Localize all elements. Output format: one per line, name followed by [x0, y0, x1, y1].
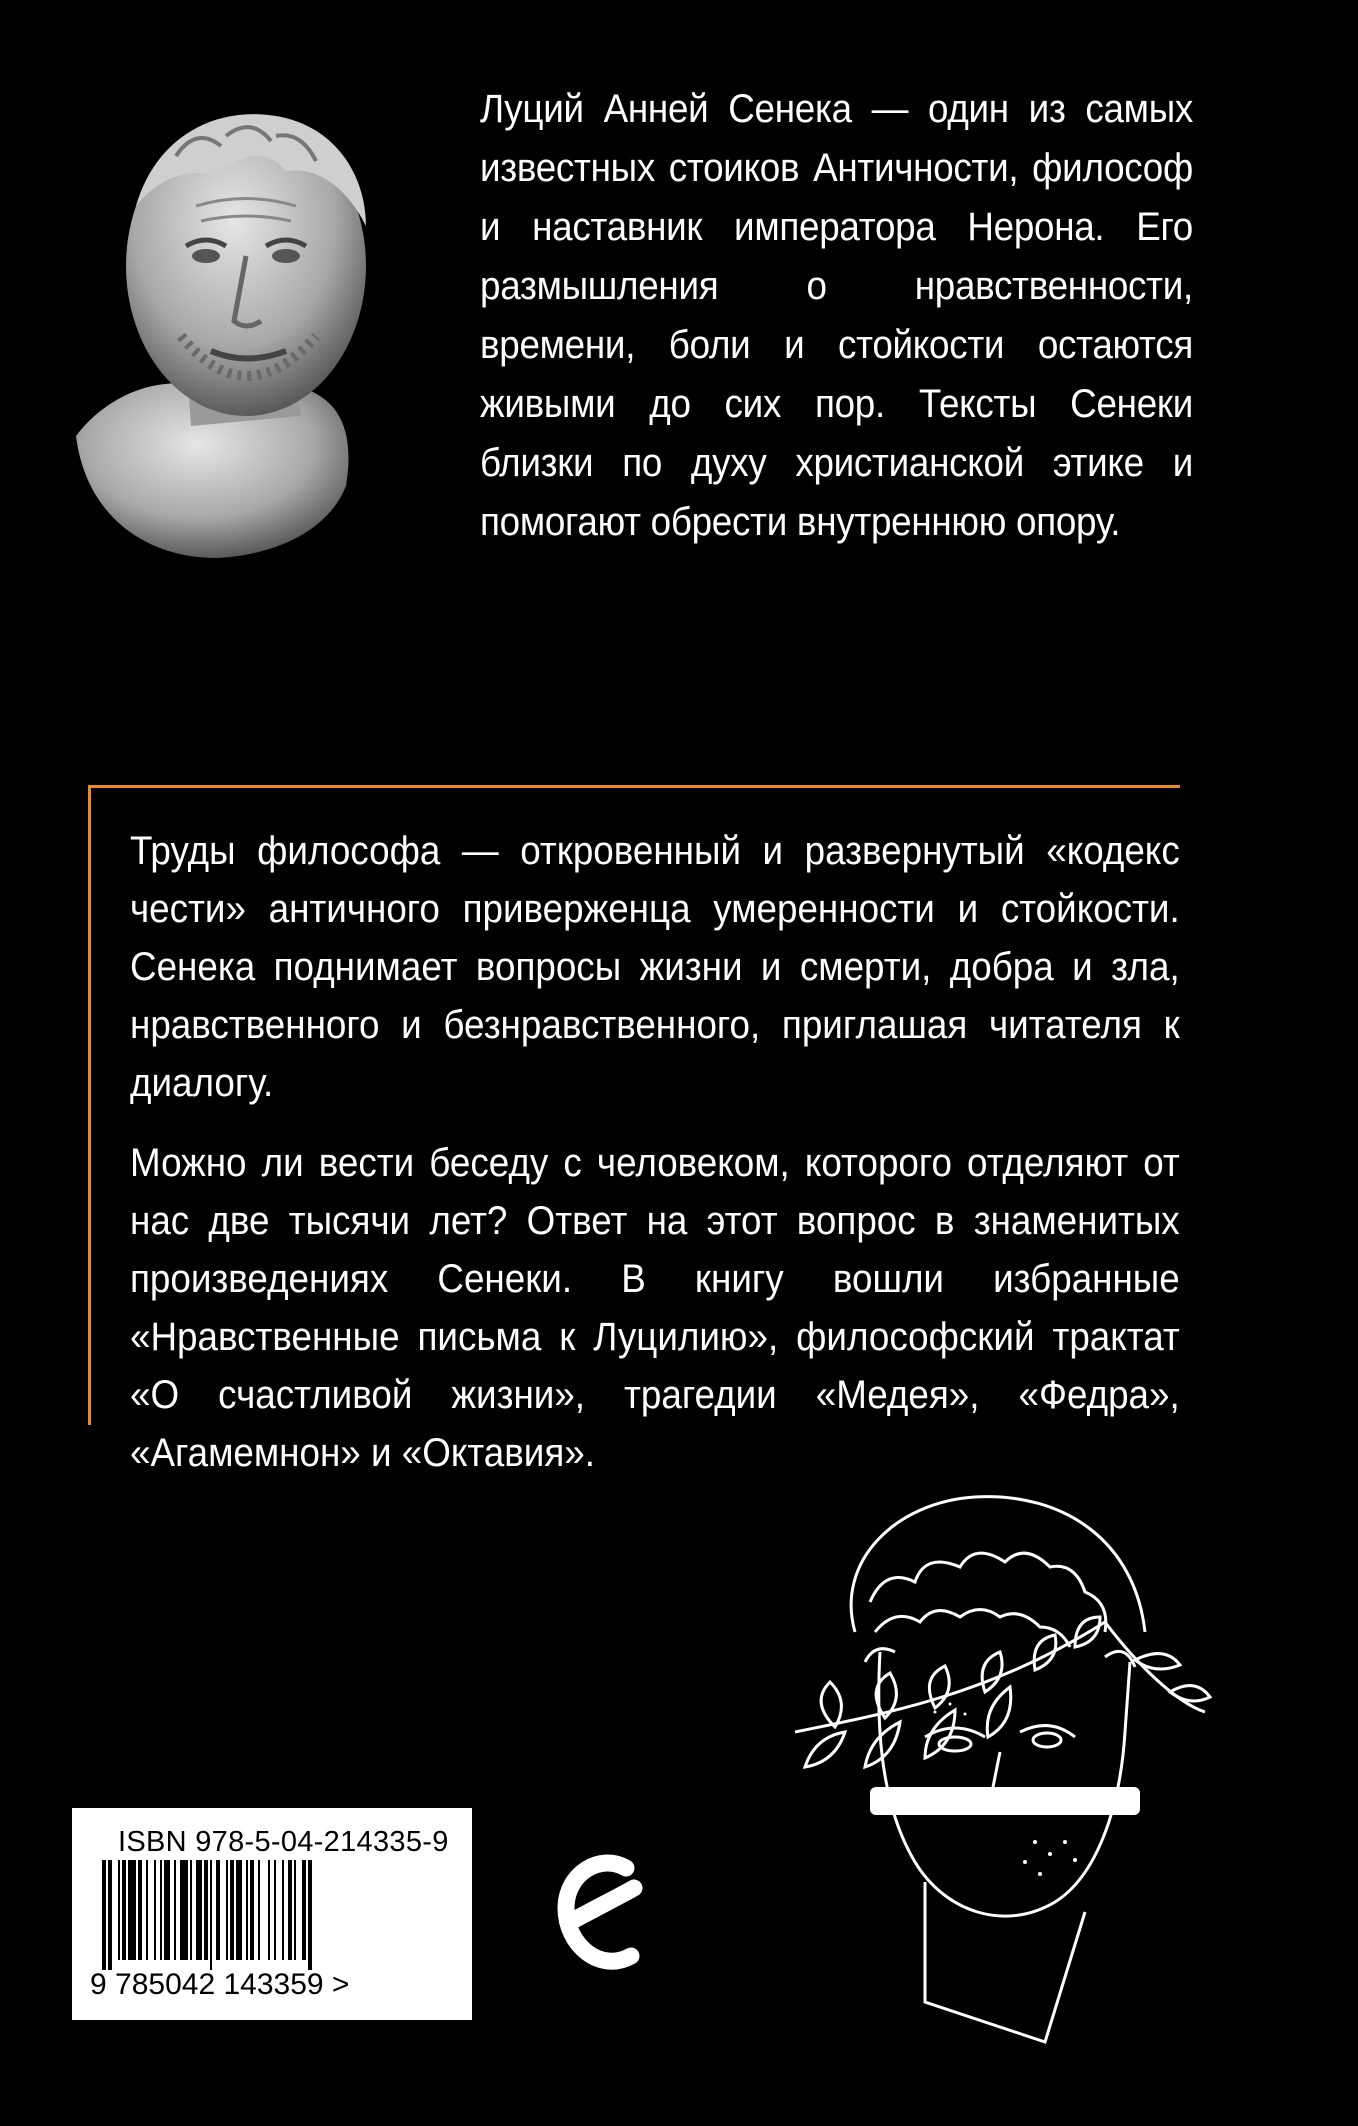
author-intro-text: Луций Анней Сенека — один из самых известных стоиков Античности, философ и наставник императора Нерона. Его размышления о нравственности, времени, боли и стойкости остаются живыми до сих пор. Тексты Сенеки близки по духу христианской этике и помогают обрести внутреннюю опору. [480, 87, 1193, 544]
eksmo-logo-icon [556, 1838, 644, 1988]
barcode-digits: 9 785042 143359 > [90, 1968, 350, 2001]
isbn-label: ISBN 978-5-04-214335-9 [118, 1826, 449, 1858]
barcode-icon [94, 1860, 454, 1970]
description-paragraph-1: Труды философа — откровенный и развернутый «кодекс чести» античного приверженца умеренности и стойкости. Сенека поднимает вопросы жизни и смерти, добра и зла, нравственного и безнравственного, приглашая читателя к диалогу. [130, 829, 1180, 1105]
description-paragraph-2: Можно ли вести беседу с человеком, которого отделяют от нас две тысячи лет? Ответ на этот вопрос в знаменитых произведениях Сенеки. В книгу вошли избранные «Нравственные письма к Луцилию», философский трактат «О счастливой жизни», трагедии «Медея», «Федра», «Агамемнон» и «Октавия». [130, 1141, 1180, 1475]
seneca-bust-icon [66, 96, 406, 561]
laurel-head-icon [775, 1482, 1220, 2047]
book-description [130, 822, 1180, 1504]
author-intro [480, 80, 1193, 552]
isbn-barcode [72, 1808, 472, 2020]
